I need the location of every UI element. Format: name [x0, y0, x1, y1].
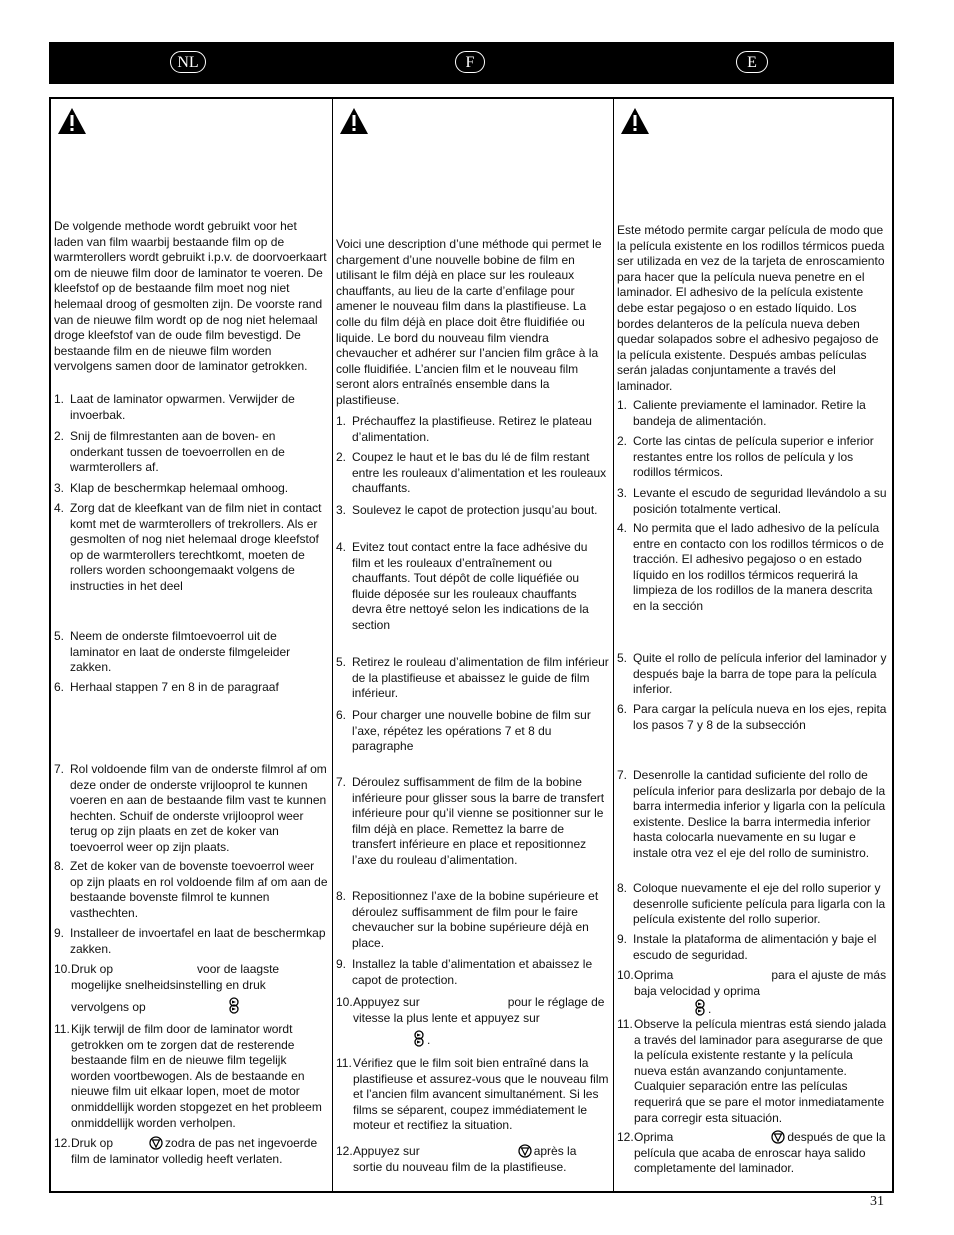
page-number: 31	[870, 1194, 884, 1209]
step-6: 6. Para cargar la película nueva en los ejes, repita los pasos 7 y 8 de la subsección	[617, 702, 887, 732]
step-8: 8. Coloque nuevamente el eje del rollo superior y desenrolle suficiente película para ligarla con la película existente del rollo superior.	[617, 881, 886, 927]
column-f	[332, 99, 613, 1191]
step-10: 10. Oprima para el ajuste de más baja velocidad y oprima .	[617, 968, 887, 1017]
step-5: 5. Retirez le rouleau d’alimentation de film inférieur de la plastifieuse et abaissez le guide de film inférieur.	[336, 655, 609, 701]
step-11: 11. Observe la película mientras está siendo jalada a través del laminador para asegurarse de que la película existente restante y la película nueva están avanzando conjuntamente. Cualquier separación entre las películas requerirá que se pare el motor inmediatamente para corregir esta situación.	[617, 1017, 887, 1125]
step-1: 1. Caliente previamente el laminador. Retire la bandeja de alimentación.	[617, 398, 866, 428]
intro-paragraph: Voici une description d’une méthode qui permet le chargement d’une nouvelle bobine de film en utilisant le film déjà en place sur les rouleaux chauffants, au lieu de la carte d’enfilage pour amener le nouveau film dans la plastifieuse. La colle du film déjà en place doit être fluidifiée ou liquide. Le bord du nouveau film viendra chevaucher et adhérer sur l’ancien film grâce à la colle fluidifiée. L’ancien film et le nouveau film seront alors entraînés ensemble dans la plastifieuse.	[336, 237, 602, 407]
step-2: 2. Corte las cintas de película superior e inferior restantes entre los rollos de película y los rodillos térmicos.	[617, 434, 874, 480]
intro-paragraph: De volgende methode wordt gebruikt voor het laden van film waarbij bestaande film op de warmterollers wordt gebruikt i.p.v. de doorvoerkaart om de nieuwe film door de laminator te voeren. De kleefstof op de bestaande film moet nog niet helemaal droog of gesmolten zijn. De voorste rand van de nieuwe film wordt op de nog niet helemaal droge kleefstof van de oude film bevestigd. De bestaande film en de nieuwe film worden vervolgens samen door de laminator getrokken.	[54, 219, 327, 374]
step-4: 4. Zorg dat de kleefkant van de film niet in contact komt met de warmterollers of trekrollers. Als er gesmolten of nog niet helemaal droge kleefstof op de warmterollers terechtkomt, moeten de rollers worden schoongemaakt volgens de instructies in het deel	[54, 501, 322, 593]
warning-icon	[57, 107, 87, 135]
start-forward-icon	[228, 997, 240, 1014]
step-4: 4. Evitez tout contact entre la face adhésive du film et les rouleaux d’entraînement ou chauffants. Tout dépôt de colle liquéfiée ou fluide déposée sur les rouleaux chauffants devra être nettoyé selon les indications de la section	[336, 540, 589, 632]
language-badge-f: F	[455, 51, 485, 73]
step-8: 8. Zet de koker van de bovenste toevoerrol weer op zijn plaats en rol voldoende film af om aan de bestaande bovenste filmrol te kunnen vasthechten.	[54, 859, 328, 920]
step-9: 9. Instale la plataforma de alimentación y baje el escudo de seguridad.	[617, 932, 877, 962]
step-6: 6. Herhaal stappen 7 en 8 in de paragraaf	[54, 680, 279, 694]
step-7: 7. Déroulez suffisamment de film de la bobine inférieure pour glisser sous la barre de transfert inférieure pour qu’il vienne se positionner sur le film déjà en place. Remettez la barre de transfert inférieure en place et repositionnez l’axe du rouleau d’alimentation.	[336, 775, 605, 867]
step-5: 5. Quite el rollo de película inferior del laminador y después baje la barra de tope para la película inferior.	[617, 651, 887, 697]
step-9: 9. Installeer de invoertafel en laat de beschermkap zakken.	[54, 926, 326, 956]
step-3: 3. Klap de beschermkap helemaal omhoog.	[54, 481, 289, 495]
step-9: 9. Installez la table d’alimentation et abaissez le capot de protection.	[336, 957, 593, 987]
column-e	[613, 99, 892, 1191]
step-2: 2. Coupez le haut et le bas du lé de film restant entre les rouleaux d’alimentation et les rouleaux chauffants.	[336, 450, 607, 496]
step-11: 11. Kijk terwijl de film door de laminator wordt getrokken om te zorgen dat de resterende bestaande film en de nieuwe film tegelijk worden voortbewogen. Als de bestaande en nieuwe film uit elkaar lopen, moet de motor onmiddellijk worden stopgezet en het probleem onmiddellijk worden verholpen.	[54, 1022, 322, 1130]
step-7: 7. Desenrolle la cantidad suficiente del rollo de película inferior para deslizarla por debajo de la barra intermedia inferior y ligarla con la película existente. Deslice la barra intermedia inferior hasta colocarla nuevamente en su lugar e instale otra vez el eje del rollo de suministro.	[617, 768, 886, 860]
stop-icon	[518, 1144, 532, 1158]
step-3: 3. Soulevez le capot de protection jusqu’au bout.	[336, 503, 598, 517]
step-10: 10. Druk op voor de laagste mogelijke snelheidsinstelling en druk vervolgens op	[54, 962, 280, 1015]
step-3: 3. Levante el escudo de seguridad llevándolo a su posición totalmente vertical.	[617, 486, 887, 516]
stop-icon	[149, 1136, 163, 1150]
step-10: 10. Appuyez sur pour le réglage de vitesse la plus lente et appuyez sur .	[336, 995, 605, 1048]
start-forward-icon	[694, 999, 706, 1016]
step-1: 1. Préchauffez la plastifieuse. Retirez le plateau d’alimentation.	[336, 414, 592, 444]
step-12: 12. Oprima después de que la película que acaba de enroscar haya salido completamente del laminador.	[617, 1130, 886, 1176]
step-11: 11. Vérifiez que le film soit bien entraîné dans la plastifieuse et assurez-vous que le nouveau film et l’ancien film avancent simultanément. Si les films se séparent, coupez immédiatement le moteur et rectifiez la situation.	[336, 1056, 609, 1133]
warning-icon	[339, 107, 369, 135]
step-6: 6. Pour charger une nouvelle bobine de film sur l’axe, répétez les opérations 7 et 8 du paragraphe	[336, 708, 591, 754]
intro-paragraph: Este método permite cargar película de modo que la película existente en los rodillos térmicos pueda ser utilizada en vez de la tarjeta de enroscamiento para hacer que la película nueva penetre en el laminador. El adhesivo de la película existente debe estar pegajoso o en estado líquido. Los bordes delanteros de la película nueva deben quedar solapados sobre el adhesivo pegajoso de la película existente. Después ambas películas serán jaladas conjuntamente a través del laminador.	[617, 223, 885, 393]
stop-icon	[771, 1130, 785, 1144]
step-4: 4. No permita que el lado adhesivo de la película entre en contacto con los rodillos térmicos o de tracción. El adhesivo pegajoso o en estado líquido en los rodillos térmicos requerirá la limpieza de los rodillos de la manera descrita en la sección	[617, 521, 884, 613]
step-8: 8. Repositionnez l’axe de la bobine supérieure et déroulez suffisamment de film pour le faire chevaucher sur la bobine supérieure déjà en place.	[336, 889, 599, 950]
step-2: 2. Snij de filmrestanten aan de boven- en onderkant tussen de toevoerrollen en de warmterollers af.	[54, 429, 285, 475]
language-badge-nl: NL	[170, 51, 206, 73]
warning-icon	[620, 107, 650, 135]
step-5: 5. Neem de onderste filmtoevoerrol uit de laminator en laat de onderste filmgeleider zakken.	[54, 629, 291, 675]
column-nl	[51, 99, 332, 1191]
step-1: 1. Laat de laminator opwarmen. Verwijder de invoerbak.	[54, 392, 295, 422]
step-12: 12. Druk op zodra de pas net ingevoerde film de laminator volledig heeft verlaten.	[54, 1136, 318, 1166]
content-frame	[49, 97, 894, 1193]
step-12: 12. Appuyez sur après la sortie du nouveau film de la plastifieuse.	[336, 1144, 577, 1174]
language-header-bar	[49, 42, 894, 84]
step-7: 7. Rol voldoende film van de onderste filmrol af om deze onder de onderste vrijlooprol te kunnen voeren en aan de bestaande film vast te kunnen hechten. Schuif de onderste vrijlooprol weer terug op zijn plaats en zet de koker van toevoerrol weer op zijn plaats.	[54, 762, 327, 854]
language-badge-e: E	[736, 51, 768, 73]
start-forward-icon	[413, 1030, 425, 1047]
